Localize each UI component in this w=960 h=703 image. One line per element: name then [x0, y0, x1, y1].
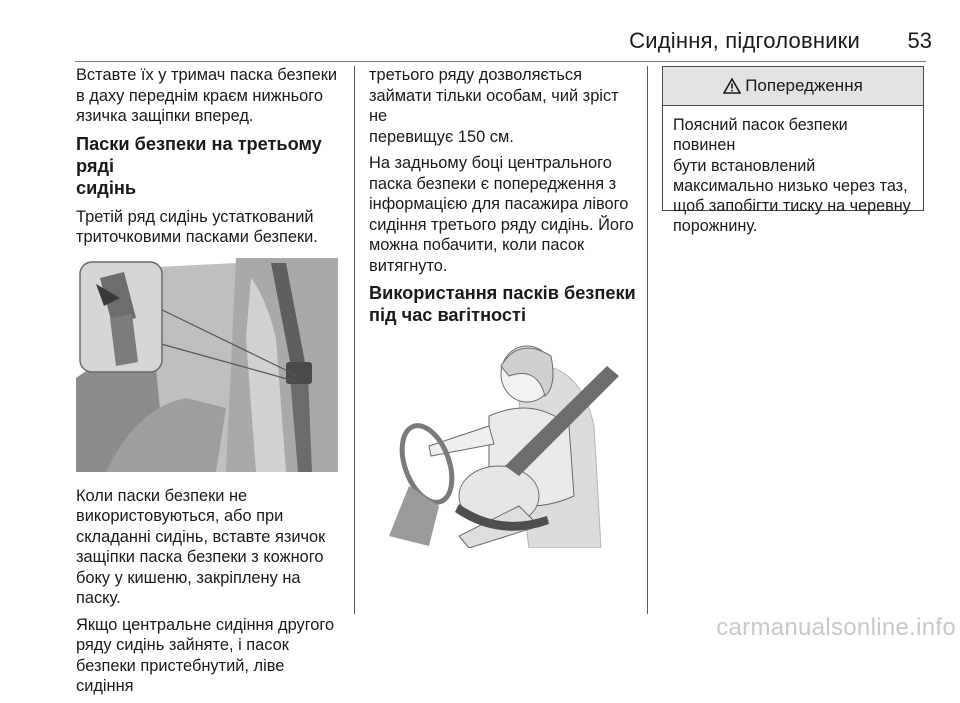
- warning-header: [663, 67, 923, 106]
- column-left: [76, 65, 346, 703]
- watermark: carmanualsonline.info: [716, 614, 956, 641]
- header-divider: [75, 61, 926, 62]
- paragraph: Якщо центральне сидіння другого ряду сидінь зайняте, і пасок безпеки пристебнутий, ліве сидіння: [76, 615, 335, 695]
- pregnancy-seat-belt-illustration: [369, 336, 631, 548]
- warning-title: Попередження: [745, 76, 863, 95]
- page-title: Сидіння, підголовники: [629, 28, 860, 53]
- paragraph: Коли паски безпеки не використовуються, або при складанні сидінь, вставте язичок защіпки паска безпеки з кожного боку у кишеню, закріплену на паску.: [76, 486, 326, 607]
- warning-triangle-icon: [723, 78, 741, 94]
- paragraph: На задньому боці центрального паска безпеки є попередження з інформацією для пасажира лівого сидіння третього ряду сидінь. Його можна побачити, коли пасок витягнуто.: [369, 154, 634, 275]
- warning-box: [662, 66, 924, 236]
- paragraph: Вставте їх у тримач паска безпеки в даху переднім краєм нижнього язичка защіпки вперед.: [76, 66, 338, 125]
- paragraph: Третій ряд сидінь устаткований триточковими пасками безпеки.: [76, 207, 318, 246]
- warning-text: Поясний пасок безпеки повинен бути встановлений максимально низько через таз, щоб запобігти тиску на черевну порожнину.: [673, 116, 911, 236]
- page-number: 53: [907, 28, 932, 53]
- section-heading: Паски безпеки на третьому ряді сидінь: [76, 133, 322, 198]
- seat-belt-illustration: [76, 258, 338, 472]
- section-heading: Використання пасків безпеки під час вагітності: [369, 283, 636, 325]
- column-middle: [369, 65, 639, 548]
- column-divider-left: [354, 66, 355, 614]
- paragraph: третього ряду дозволяється займати тільки особам, чий зріст не перевищує 150 см.: [369, 66, 619, 146]
- column-divider-right: [647, 66, 648, 614]
